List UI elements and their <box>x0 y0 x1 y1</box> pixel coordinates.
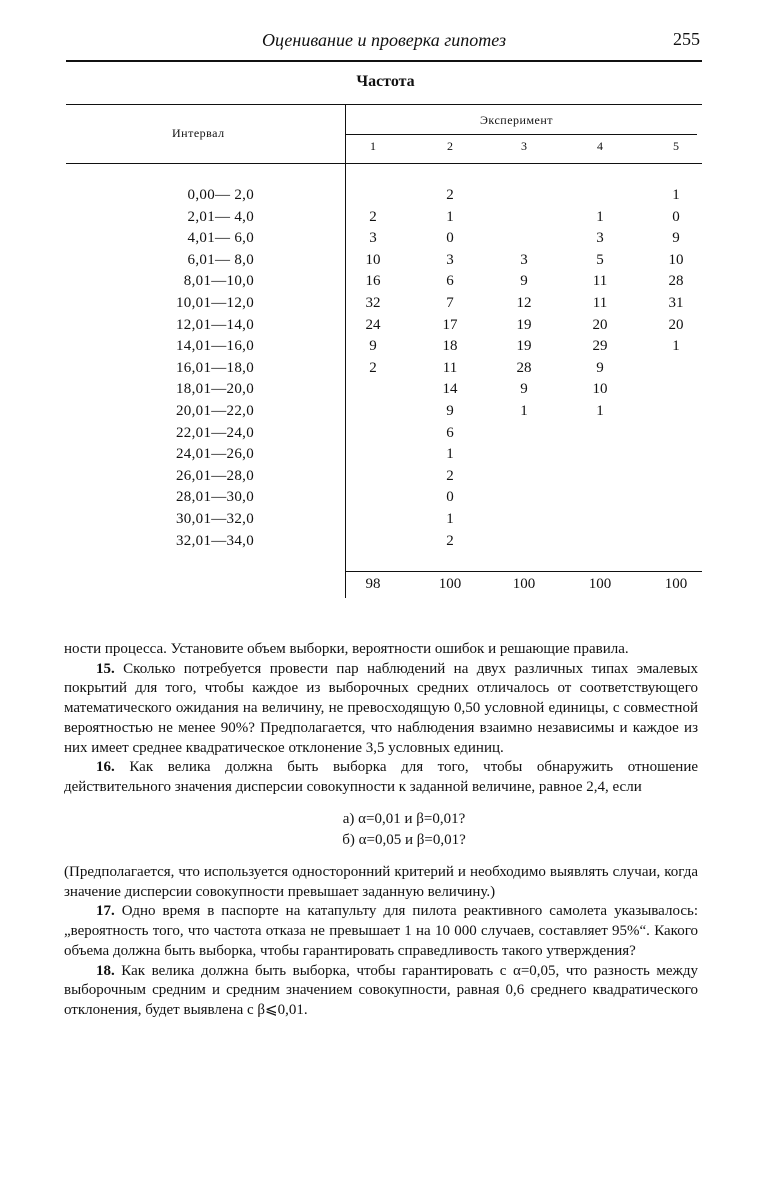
frequency-cell: 6 <box>446 424 454 441</box>
frequency-cell: 28 <box>516 359 532 376</box>
page-number: 255 <box>673 29 700 49</box>
running-header <box>66 28 702 62</box>
frequency-cell: 1 <box>446 208 454 225</box>
interval-label: 6,01— 8,0 <box>187 251 254 268</box>
frequency-cell: 9 <box>520 273 528 290</box>
frequency-cell: 31 <box>668 295 684 311</box>
interval-label: 20,01—22,0 <box>176 403 254 419</box>
interval-label: 16,01—18,0 <box>176 359 254 376</box>
total-cell: 100 <box>664 576 688 592</box>
frequency-cell: 28 <box>668 273 684 290</box>
frequency-cell: 1 <box>672 338 680 355</box>
frequency-cell: 1 <box>446 511 454 527</box>
exercise-16 <box>64 758 698 797</box>
interval-label: 30,01—32,0 <box>176 511 254 527</box>
frequency-cell: 20 <box>592 316 608 333</box>
frequency-cell: 0 <box>672 208 680 225</box>
interval-label: 12,01—14,0 <box>176 316 254 333</box>
exercise-number: 16. <box>96 759 115 776</box>
experiment-header: Эксперимент <box>480 113 554 127</box>
exercise-number: 17. <box>96 903 115 920</box>
experiment-subrule <box>345 134 697 135</box>
interval-label: 4,01— 6,0 <box>187 230 254 247</box>
total-cell: 100 <box>588 576 612 592</box>
exercise-16-note: (Предполагается, что используется односторонний критерий и необходимо выявлять случаи, когда значение дисперсии совокупности превышает заданную величину.) <box>64 864 698 900</box>
frequency-cell: 19 <box>516 338 532 355</box>
frequency-cell: 29 <box>592 338 608 355</box>
frequency-cell: 2 <box>446 187 454 203</box>
frequency-cell: 14 <box>442 381 458 398</box>
exercise-number: 18. <box>96 962 115 979</box>
experiment-number: 1 <box>370 139 376 153</box>
exercise-17 <box>64 902 698 961</box>
exercise-text: Как велика должна быть выборка, чтобы гарантировать с α=0,05, что разность между выборочным средним и средним значением совокупности, равная 0,6 среднего квадратического отклонения, будет выявлена с β⩽0,01. <box>64 962 698 1018</box>
experiment-number: 5 <box>673 139 679 153</box>
frequency-cell: 2 <box>446 532 454 549</box>
interval-label: 2,01— 4,0 <box>187 208 254 225</box>
exercise-number: 15. <box>96 660 115 677</box>
frequency-cell: 11 <box>442 359 458 376</box>
interval-label: 28,01—30,0 <box>176 489 254 506</box>
formula-b: б) α=0,05 и β=0,01? <box>342 832 466 849</box>
frequency-cell: 11 <box>592 295 608 311</box>
experiment-number: 3 <box>521 139 527 153</box>
frequency-cell: 1 <box>446 446 454 463</box>
interval-label: 32,01—34,0 <box>176 532 254 549</box>
exercise-15 <box>64 660 698 759</box>
frequency-cell: 17 <box>442 316 458 333</box>
total-cell: 98 <box>365 576 381 592</box>
frequency-cell: 11 <box>592 273 608 290</box>
exercise-text: Как велика должна быть выборка для того, чтобы обнаружить отношение действительного значения дисперсии совокупности к заданной величине, равное 2,4, если <box>64 759 698 795</box>
frequency-cell: 19 <box>516 316 532 333</box>
body-text <box>64 640 698 1021</box>
frequency-cell: 18 <box>442 338 458 355</box>
frequency-cell: 3 <box>596 230 604 247</box>
frequency-cell: 3 <box>446 251 454 268</box>
frequency-cell: 10 <box>592 381 608 398</box>
frequency-cell: 9 <box>672 230 680 247</box>
frequency-cell: 2 <box>446 467 454 484</box>
interval-label: 22,01—24,0 <box>176 424 254 441</box>
table-top-rule <box>66 104 702 105</box>
exercise-text: Сколько потребуется провести пар наблюдений на двух различных типах эмалевых покрытий для того, чтобы каждое из выборочных средних отличалось от соответствующего математического ожидания на величину, не превосходящую 0,50 условной единицы, с совместной вероятностью не менее 90%? Предполагается, что наблюдения взаимно независимы и каждое из них имеет среднее квадратическое отклонение 3,5 условных единиц. <box>64 660 698 756</box>
exercise-18 <box>64 962 698 1021</box>
running-title: Оценивание и проверка гипотез <box>261 30 507 50</box>
frequency-cell: 2 <box>369 208 377 225</box>
interval-label: 18,01—20,0 <box>176 381 254 398</box>
frequency-cell: 9 <box>520 381 528 398</box>
frequency-cell: 5 <box>596 251 604 268</box>
formula-a: а) α=0,01 и β=0,01? <box>342 810 466 827</box>
frequency-cell: 3 <box>520 251 528 268</box>
interval-label: 0,00— 2,0 <box>187 187 254 203</box>
total-cell: 100 <box>438 576 462 592</box>
total-cell: 100 <box>512 576 536 592</box>
frequency-cell: 20 <box>668 316 684 333</box>
table-bottom-rule <box>345 571 702 572</box>
table-title: Частота <box>356 73 415 90</box>
exercise-text: Одно время в паспорте на катапульту для пилота реактивного самолета указывалось: „вероятность того, что частота отказа не превышает 1 на 10 000 случаев, составляет 95%“. Какого объема должна быть выборка, чтобы гарантировать справедливость такого утверждения? <box>64 903 698 959</box>
frequency-cell: 1 <box>596 208 604 225</box>
frequency-cell: 1 <box>596 403 604 419</box>
table-vertical-rule <box>345 104 346 598</box>
frequency-cell: 32 <box>365 295 381 311</box>
frequency-cell: 1 <box>520 403 528 419</box>
frequency-cell: 12 <box>516 295 532 311</box>
interval-header: Интервал <box>172 126 225 140</box>
interval-label: 24,01—26,0 <box>176 446 254 463</box>
frequency-cell: 10 <box>365 251 381 268</box>
frequency-cell: 0 <box>446 230 454 247</box>
frequency-cell: 9 <box>369 338 377 355</box>
paragraph-continuation: ности процесса. Установите объем выборки, вероятности ошибок и решающие правила. <box>64 641 629 657</box>
interval-label: 14,01—16,0 <box>176 338 254 355</box>
frequency-cell: 24 <box>365 316 381 333</box>
frequency-cell: 2 <box>369 359 377 376</box>
frequency-cell: 3 <box>369 230 377 247</box>
frequency-cell: 7 <box>446 295 454 311</box>
interval-label: 10,01—12,0 <box>176 295 254 311</box>
frequency-cell: 1 <box>672 187 680 203</box>
interval-label: 8,01—10,0 <box>183 273 254 290</box>
interval-label: 26,01—28,0 <box>176 467 254 484</box>
frequency-cell: 16 <box>365 273 381 290</box>
table-header-rule <box>66 163 702 164</box>
frequency-cell: 9 <box>446 403 454 419</box>
frequency-cell: 9 <box>596 359 604 376</box>
experiment-number: 4 <box>597 139 603 153</box>
frequency-cell: 6 <box>446 273 454 290</box>
experiment-number: 2 <box>447 139 453 153</box>
frequency-cell: 10 <box>668 251 684 268</box>
frequency-cell: 0 <box>446 489 454 506</box>
